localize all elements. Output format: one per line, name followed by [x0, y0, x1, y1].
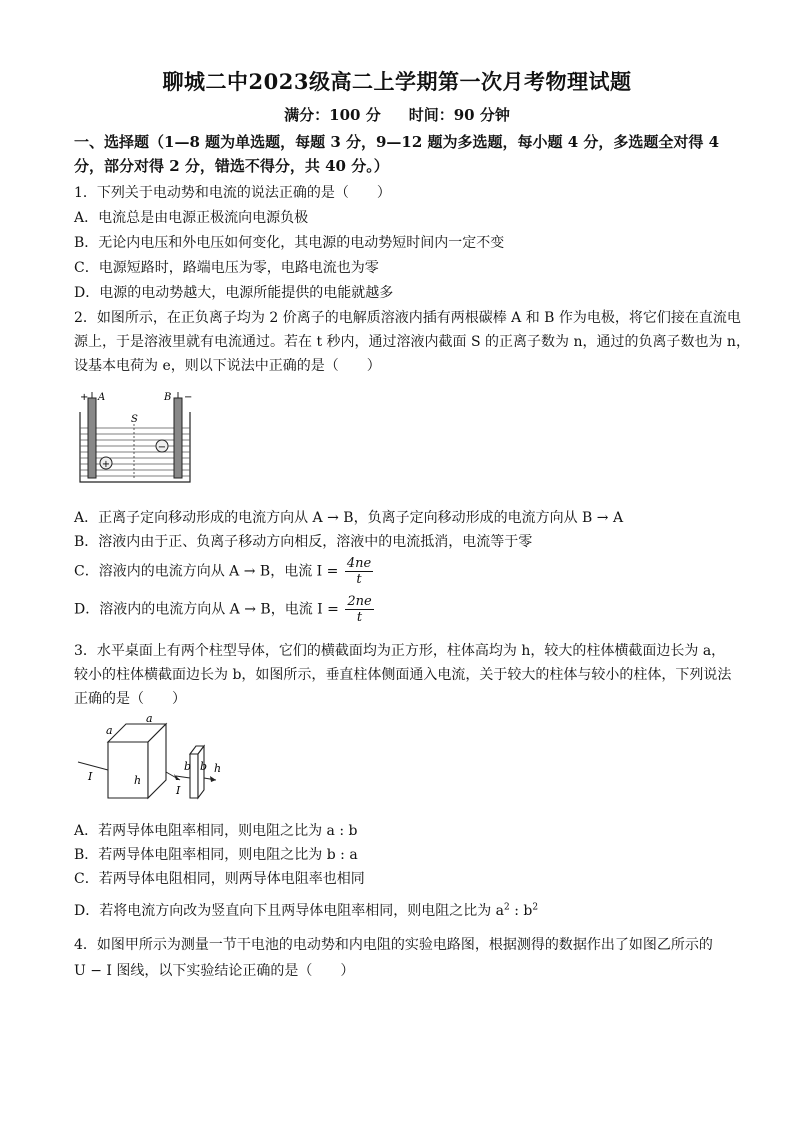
- q2-stem-line2: 源上，于是溶液里就有电流通过。若在 t 秒内，通过溶液内截面 S 的正离子数为 n，通过的负离子数也为 n，: [74, 334, 750, 350]
- prism-current-i: I: [176, 784, 181, 797]
- conductors-figure: [76, 714, 226, 810]
- q2-option-d-text: D．溶液内的电流方向从 A → B，电流 I =: [74, 601, 339, 618]
- cube-current-i: I: [88, 770, 93, 783]
- section-s-label: S: [131, 414, 138, 425]
- q3-option-d-text: D．若将电流方向改为竖直向下且两导体电阻率相同，则电阻之比为 a: [74, 903, 505, 919]
- fraction-denominator: t: [356, 610, 363, 625]
- cube-edge-a-left: a: [106, 724, 113, 737]
- exam-time: 时间：90 分钟: [408, 106, 510, 124]
- q3-option-d: [74, 900, 734, 920]
- q1-option-c: C．电源短路时，路端电压为零，电路电流也为零: [74, 260, 379, 276]
- q1-stem: 1．下列关于电动势和电流的说法正确的是（ ）: [74, 185, 391, 201]
- section-heading-line1: 一、选择题（1—8 题为单选题，每题 3 分，9—12 题为多选题，每小题 4 分，多选题全对得 4: [74, 133, 720, 151]
- q2-option-d-fraction: [345, 594, 373, 625]
- section-heading-line2: 分，部分对得 2 分，错选不得分，共 40 分。）: [74, 157, 389, 175]
- q3-option-b: B．若两导体电阻率相同，则电阻之比为 b : a: [74, 847, 358, 863]
- q2-stem-line3: 设基本电荷为 e，则以下说法中正确的是（ ）: [74, 358, 381, 374]
- exam-meta: [0, 104, 794, 125]
- cube-edge-a-top: a: [146, 714, 153, 725]
- q2-option-c-fraction: [345, 556, 373, 587]
- q2-option-c: [74, 556, 734, 587]
- q1-option-d: D．电源的电动势越大，电源所能提供的电能就越多: [74, 285, 394, 301]
- exponent: 2: [504, 902, 510, 913]
- fraction-denominator: t: [356, 572, 362, 587]
- terminal-plus-label: +: [80, 392, 89, 403]
- q4-stem-line1: 4．如图甲所示为测量一节干电池的电动势和内电阻的实验电路图，根据测得的数据作出了如图乙所示的: [74, 937, 713, 953]
- q1-option-b: B．无论内电压和外电压如何变化，其电源的电动势短时间内一定不变: [74, 235, 505, 251]
- electrolysis-figure: [76, 390, 196, 490]
- q2-option-b: B．溶液内由于正、负离子移动方向相反，溶液中的电流抵消，电流等于零: [74, 534, 533, 550]
- q3-stem-line1: 3．水平桌面上有两个柱型导体，它们的横截面均为正方形，柱体高均为 h，较大的柱体横截面边长为 a，: [74, 643, 726, 659]
- q3-stem-line2: 较小的柱体横截面边长为 b，如图所示，垂直柱体侧面通入电流，关于较大的柱体与较小的柱体，下列说法: [74, 667, 732, 683]
- ion-minus-label: −: [157, 442, 167, 453]
- electrode-b-label: B: [164, 392, 172, 403]
- q2-option-a: A．正离子定向移动形成的电流方向从 A → B，负离子定向移动形成的电流方向从 B → A: [74, 510, 624, 526]
- exponent: 2: [532, 902, 539, 913]
- q2-stem-line1: 2．如图所示，在正负离子均为 2 价离子的电解质溶液内插有两根碳棒 A 和 B 作为电极，将它们接在直流电: [74, 310, 741, 326]
- fraction-numerator: 2ne: [347, 594, 372, 609]
- q3-option-d-mid: : b: [509, 903, 533, 919]
- full-score: 满分：100 分: [284, 106, 381, 124]
- prism-height-h: h: [214, 762, 222, 775]
- q3-option-a: A．若两导体电阻率相同，则电阻之比为 a : b: [74, 823, 358, 839]
- q4-stem-line2: U − I 图线，以下实验结论正确的是（ ）: [74, 963, 355, 979]
- prism-edge-b-left: b: [184, 760, 192, 773]
- q2-option-d: [74, 594, 734, 625]
- prism-edge-b-right: b: [200, 760, 208, 773]
- q3-stem-line3: 正确的是（ ）: [74, 691, 186, 707]
- q3-option-c: C．若两导体电阻相同，则两导体电阻率也相同: [74, 871, 365, 887]
- q2-option-c-text: C．溶液内的电流方向从 A → B，电流 I =: [74, 563, 339, 580]
- fraction-numerator: 4ne: [346, 556, 372, 571]
- q1-option-a: A．电流总是由电源正极流向电源负极: [74, 210, 309, 226]
- page-title: 聊城二中2023级高二上学期第一次月考物理试题: [162, 69, 632, 94]
- cube-height-h: h: [134, 774, 142, 787]
- electrode-a-label: A: [98, 392, 106, 403]
- ion-plus-label: +: [101, 459, 111, 470]
- terminal-minus-label: −: [184, 392, 193, 403]
